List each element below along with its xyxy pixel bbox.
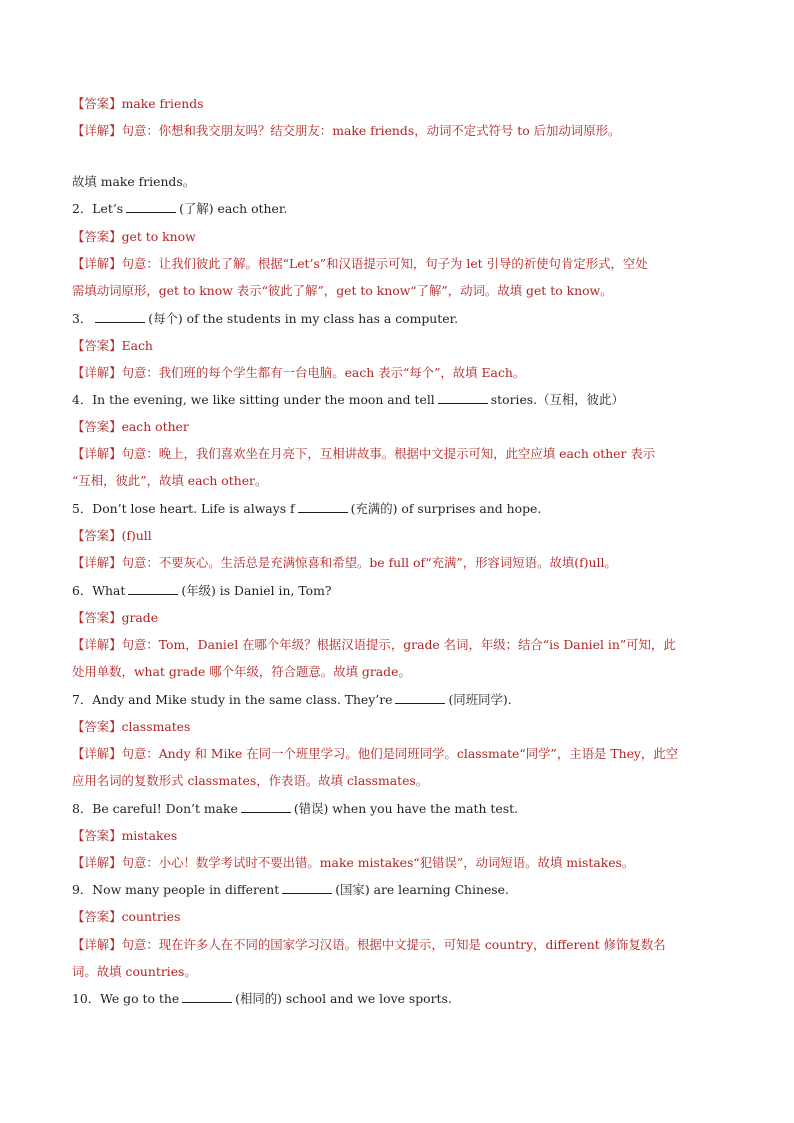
explanation-text: 句意：小心！数学考试时不要出错。make mistakes“犯错误”，动词短语。故填 mistakes。 (121, 855, 635, 870)
explanation-line (72, 853, 722, 873)
fill-in-blank (395, 691, 445, 704)
explanation-line (72, 635, 722, 655)
answer-tag: 【答案】 (72, 719, 122, 734)
explanation-tag: 【详解】 (72, 365, 122, 380)
question-text-after-blank: (国家) are learning Chinese. (335, 882, 509, 897)
question-line (72, 581, 722, 601)
question-line (72, 989, 722, 1009)
answer-text: countries (121, 909, 181, 924)
question-line (72, 880, 722, 900)
answer-text: mistakes (121, 828, 178, 843)
answer-tag: 【答案】 (72, 419, 122, 434)
explanation-text: 句意：我们班的每个学生都有一台电脑。each 表示“每个”，故填 Each。 (121, 365, 526, 380)
explanation-line (72, 363, 722, 383)
question-line (72, 309, 722, 329)
explanation-tag: 【详解】 (72, 637, 122, 652)
continuation-text: 处用单数，what grade 哪个年级，符合题意。故填 grade。 (72, 664, 411, 679)
answer-line (72, 417, 722, 437)
explanation-tag: 【详解】 (72, 446, 122, 461)
question-line (72, 690, 722, 710)
question-text-before-blank: 6．What (72, 583, 126, 598)
answer-tag: 【答案】 (72, 610, 122, 625)
explanation-line (72, 744, 722, 764)
explanation-continuation (72, 281, 722, 301)
answer-text: Each (121, 338, 153, 353)
question-line (72, 199, 722, 219)
explanation-text: 句意：晚上，我们喜欢坐在月亮下，互相讲故事。根据中文提示可知，此空应填 each other 表示 (121, 446, 656, 461)
question-text-after-blank: (每个) of the students in my class has a computer. (148, 311, 459, 326)
answer-tag: 【答案】 (72, 229, 122, 244)
explanation-line (72, 553, 722, 573)
answer-text: grade (121, 610, 159, 625)
question-text-before-blank: 9．Now many people in different (72, 882, 280, 897)
fill-in-blank (298, 500, 348, 513)
explanation-text: 句意：不要灰心。生活总是充满惊喜和希望。be full of“充满”，形容词短语。故填(f)ull。 (121, 555, 617, 570)
answer-line (72, 826, 722, 846)
question-text-after-blank: (同班同学). (448, 692, 512, 707)
fill-in-blank (128, 582, 178, 595)
explanation-tag: 【详解】 (72, 123, 122, 138)
answer-line (72, 717, 722, 737)
explanation-text: 句意：现在许多人在不同的国家学习汉语。根据中文提示，可知是 country，different 修饰复数名 (121, 937, 666, 952)
question-text-after-blank: (了解) each other. (179, 201, 288, 216)
explanation-continuation (72, 771, 722, 791)
question-text-before-blank: 3． (72, 311, 93, 326)
explanation-continuation (72, 962, 722, 982)
question-text-after-blank: stories.（互相，彼此） (490, 392, 624, 407)
answer-line (72, 94, 722, 114)
answer-line (72, 336, 722, 356)
question-text-before-blank: 8．Be careful! Don’t make (72, 801, 238, 816)
fill-in-blank (282, 881, 332, 894)
explanation-line (72, 935, 722, 955)
fill-in-blank (182, 990, 232, 1003)
explanation-text: 句意：让我们彼此了解。根据“Let’s”和汉语提示可知，句子为 let 引导的祈使句肯定形式，空处 (121, 256, 648, 271)
explanation-tag: 【详解】 (72, 746, 122, 761)
question-line (72, 390, 722, 410)
answer-text: classmates (121, 719, 191, 734)
fill-in-blank (95, 310, 145, 323)
explanation-tag: 【详解】 (72, 937, 122, 952)
explanation-continuation (72, 172, 722, 192)
explanation-text: 句意：Tom，Daniel 在哪个年级？根据汉语提示，grade 名词，年级；结合“is Daniel in”可知，此 (121, 637, 676, 652)
answer-line (72, 526, 722, 546)
question-text-after-blank: (年级) is Daniel in, Tom? (181, 583, 332, 598)
answer-tag: 【答案】 (72, 828, 122, 843)
explanation-tag: 【详解】 (72, 256, 122, 271)
explanation-tag: 【详解】 (72, 555, 122, 570)
answer-tag: 【答案】 (72, 909, 122, 924)
answer-line (72, 907, 722, 927)
fill-in-blank (126, 200, 176, 213)
explanation-text: 句意：你想和我交朋友吗？结交朋友：make friends，动词不定式符号 to 后加动词原形。 (121, 123, 621, 138)
question-text-before-blank: 5．Don’t lose heart. Life is always f (72, 501, 295, 516)
explanation-line (72, 121, 722, 141)
answer-line (72, 608, 722, 628)
answer-line (72, 227, 722, 247)
fill-in-blank (241, 800, 291, 813)
explanation-continuation (72, 471, 722, 491)
question-line (72, 799, 722, 819)
question-line (72, 499, 722, 519)
continuation-text: 应用名词的复数形式 classmates，作表语。故填 classmates。 (72, 773, 429, 788)
question-text-after-blank: (充满的) of surprises and hope. (350, 501, 542, 516)
explanation-continuation (72, 662, 722, 682)
question-text-after-blank: (错误) when you have the math test. (293, 801, 518, 816)
explanation-line (72, 444, 722, 464)
explanation-text: 句意：Andy 和 Mike 在同一个班里学习。他们是同班同学。classmate“同学”，主语是 They，此空 (121, 746, 679, 761)
question-text-before-blank: 4．In the evening, we like sitting under the moon and tell (72, 392, 435, 407)
continuation-text: 需填动词原形，get to know 表示“彼此了解”，get to know“了解”，动词。故填 get to know。 (72, 283, 613, 298)
question-text-before-blank: 10．We go to the (72, 991, 180, 1006)
question-text-after-blank: (相同的) school and we love sports. (235, 991, 452, 1006)
answer-text: each other (121, 419, 189, 434)
answer-text: get to know (121, 229, 196, 244)
continuation-text: “互相，彼此”，故填 each other。 (72, 473, 268, 488)
answer-tag: 【答案】 (72, 528, 122, 543)
answer-text: make friends (121, 96, 204, 111)
answer-tag: 【答案】 (72, 96, 122, 111)
continuation-text: 词。故填 countries。 (72, 964, 197, 979)
explanation-line (72, 254, 722, 274)
fill-in-blank (438, 391, 488, 404)
answer-tag: 【答案】 (72, 338, 122, 353)
answer-text: (f)ull (121, 528, 152, 543)
explanation-tag: 【详解】 (72, 855, 122, 870)
question-text-before-blank: 2．Let’s (72, 201, 124, 216)
continuation-text: 故填 make friends。 (72, 174, 196, 189)
question-text-before-blank: 7．Andy and Mike study in the same class. They’re (72, 692, 393, 707)
